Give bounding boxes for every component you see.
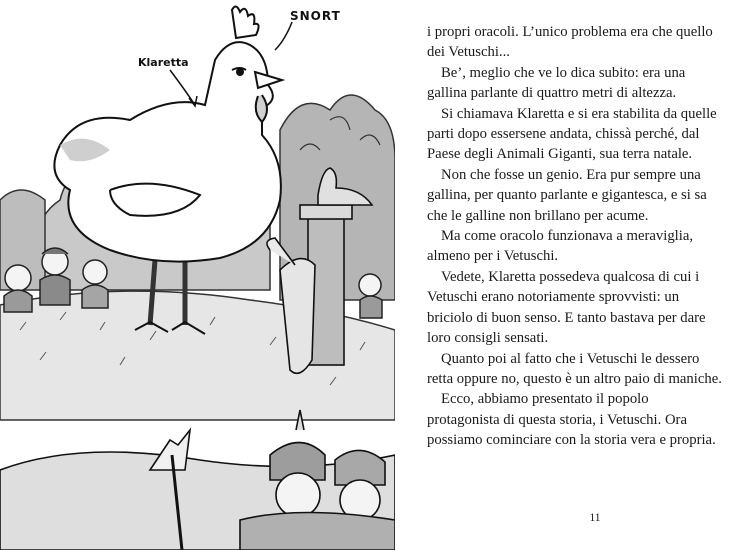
paragraph-1: i propri oracoli. L’unico problema era che quello dei Vetuschi... bbox=[427, 24, 713, 61]
paragraph-5: Ma come oracolo funzionava a meraviglia, almeno per i Vetuschi. bbox=[427, 228, 694, 265]
paragraph-8: Ecco, abbiamo presentato il popolo protagonista di questa storia, i Vetuschi. Ora possiamo cominciare con la storia vera e propria. bbox=[427, 391, 716, 449]
klaretta-label: Klaretta bbox=[138, 56, 189, 69]
snort-label: SNORT bbox=[290, 9, 341, 23]
paragraph-4: Non che fosse un genio. Era pur sempre una gallina, per quanto parlante e gigantesca, e si sa che le galline non brillano per acume. bbox=[427, 166, 707, 224]
snort-pointer bbox=[275, 22, 292, 50]
paragraph-7: Quanto poi al fatto che i Vetuschi le dessero retta oppure no, questo è un altro paio di maniche. bbox=[427, 350, 722, 387]
paragraph-6: Vedete, Klaretta possedeva qualcosa di cui i Vetuschi erano notoriamente sprovvisti: un briciolo di buon senso. E tanto bastava per dare loro consigli sensati. bbox=[427, 268, 706, 347]
page-number: 11 bbox=[589, 512, 601, 524]
text-page bbox=[427, 22, 723, 451]
foreground-warriors bbox=[0, 410, 395, 550]
paragraph-2: Be’, meglio che ve lo dica subito: era una gallina parlante di quattro metri di altezza. bbox=[427, 64, 686, 102]
paragraph-3: Si chiamava Klaretta e si era stabilita da quelle parti dopo essersene andata, chissà perché, dal Paese degli Animali Giganti, sua terra natale. bbox=[427, 105, 717, 163]
